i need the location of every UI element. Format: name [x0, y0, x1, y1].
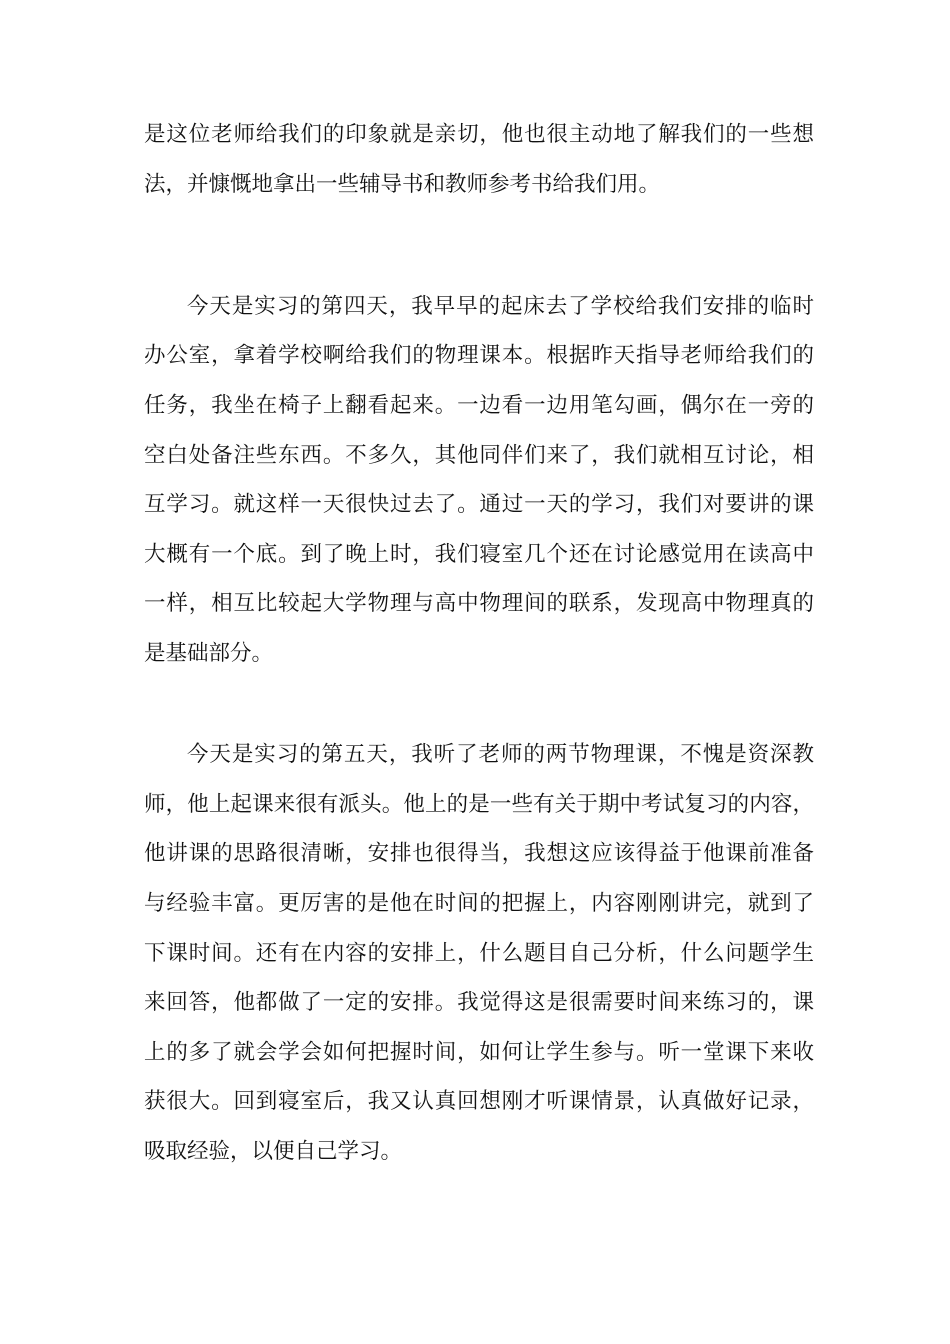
paragraph-2-line-2: 办公室，拿着学校啊给我们的物理课本。根据昨天指导老师给我们的 [144, 343, 814, 368]
paragraph-2-line-7: 一样，相互比较起大学物理与高中物理间的联系，发现高中物理真的 [144, 591, 814, 616]
paragraph-3-line-3: 他讲课的思路很清晰，安排也很得当，我想这应该得益于他课前准备 [144, 841, 814, 866]
paragraph-3-line-1: 今天是实习的第五天，我听了老师的两节物理课，不愧是资深教 [187, 742, 814, 767]
paragraph-1-line-2: 法，并慷慨地拿出一些辅导书和教师参考书给我们用。 [144, 172, 661, 197]
paragraph-2-line-1: 今天是实习的第四天，我早早的起床去了学校给我们安排的临时 [187, 294, 814, 319]
paragraph-3-line-6: 来回答，他都做了一定的安排。我觉得这是很需要时间来练习的，课 [144, 990, 814, 1015]
paragraph-2-line-6: 大概有一个底。到了晚上时，我们寝室几个还在讨论感觉用在读高中 [144, 542, 814, 567]
paragraph-3-line-9: 吸取经验，以便自己学习。 [144, 1139, 403, 1164]
paragraph-2-line-8: 是基础部分。 [144, 641, 274, 666]
paragraph-3-line-8: 获很大。回到寝室后，我又认真回想刚才听课情景，认真做好记录， [144, 1089, 814, 1114]
paragraph-2-line-3: 任务，我坐在椅子上翻看起来。一边看一边用笔勾画，偶尔在一旁的 [144, 393, 814, 418]
paragraph-3-line-5: 下课时间。还有在内容的安排上，什么题目自己分析，什么问题学生 [144, 941, 814, 966]
paragraph-2-line-4: 空白处备注些东西。不多久，其他同伴们来了，我们就相互讨论，相 [144, 443, 814, 468]
paragraph-3-line-4: 与经验丰富。更厉害的是他在时间的把握上，内容刚刚讲完，就到了 [144, 891, 814, 916]
paragraph-1-line-1: 是这位老师给我们的印象就是亲切，他也很主动地了解我们的一些想 [144, 122, 814, 147]
paragraph-3-line-7: 上的多了就会学会如何把握时间，如何让学生参与。听一堂课下来收 [144, 1040, 814, 1065]
paragraph-3-line-2: 师，他上起课来很有派头。他上的是一些有关于期中考试复习的内容， [144, 792, 814, 817]
paragraph-2-line-5: 互学习。就这样一天很快过去了。通过一天的学习，我们对要讲的课 [144, 492, 814, 517]
